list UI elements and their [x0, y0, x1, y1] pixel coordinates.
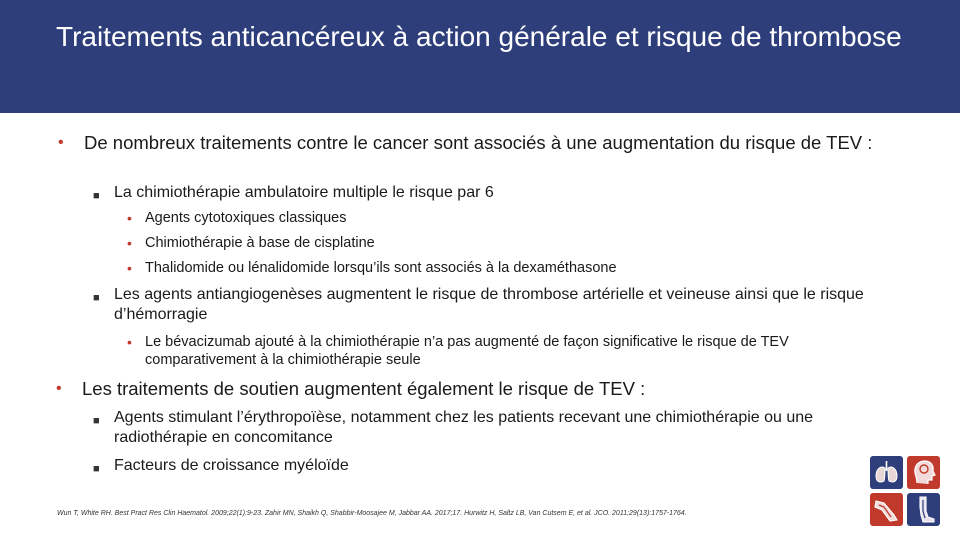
bullet-dot-icon: • [127, 260, 132, 276]
head-profile-icon [907, 456, 940, 489]
square-bullet-icon: ■ [93, 292, 100, 304]
bullet-level2 [93, 285, 904, 325]
bullet-dot-icon: • [127, 334, 132, 350]
bullet-level1 [56, 378, 882, 400]
bullet-text: Agents cytotoxiques classiques [145, 210, 347, 226]
bullet-text: De nombreux traitements contre le cancer sont associés à une augmentation du risque de TEV : [84, 132, 873, 153]
slide-title: Traitements anticancéreux à action générale et risque de thrombose [56, 21, 902, 52]
square-bullet-icon: ■ [93, 463, 100, 475]
bullet-dot-icon: • [127, 235, 132, 251]
bullet-text: Les traitements de soutien augmentent également le risque de TEV : [82, 378, 646, 399]
bullet-dot-icon: • [127, 210, 132, 226]
bullet-text: Le bévacizumab ajouté à la chimiothérapie n’a pas augmenté de façon significative le risque de TEV comparativement à la chimiothérapie seule [145, 334, 789, 368]
bullet-level2 [93, 183, 894, 203]
square-bullet-icon: ■ [93, 190, 100, 202]
bullet-text: Chimiothérapie à base de cisplatine [145, 235, 375, 251]
bullet-level3 [127, 209, 905, 227]
bullet-level3 [127, 234, 905, 252]
bullet-level2 [93, 456, 814, 476]
bullet-text: Les agents antiangiogenèses augmentent le risque de thrombose artérielle et veineuse ainsi que le risque d’hémorragie [114, 286, 864, 323]
bullet-level2 [93, 408, 814, 448]
bullet-dot-icon: • [56, 380, 62, 397]
bullet-text: Facteurs de croissance myéloïde [114, 457, 349, 474]
bullet-dot-icon: • [58, 134, 64, 151]
leg-icon [907, 493, 940, 526]
bullet-text: Thalidomide ou lénalidomide lorsqu’ils sont associés à la dexaméthasone [145, 260, 617, 276]
title-bar [0, 0, 960, 113]
organ-icon-grid [870, 456, 942, 528]
bullet-level1 [58, 132, 884, 154]
square-bullet-icon: ■ [93, 415, 100, 427]
arm-vein-icon [870, 493, 903, 526]
references-footnote: Wun T, White RH. Best Pract Res Clin Haematol. 2009;22(1):9-23. Zahir MN, Shaikh Q, Shabbir-Moosajee M, Jabbar AA. 2017;17. Hurwitz H, Saltz LB, Van Cutsem E, et al. JCO. 2011;29(13):1757-1764. [57, 510, 687, 517]
bullet-text: Agents stimulant l’érythropoïèse, notamment chez les patients recevant une chimiothérapie ou une radiothérapie en concomitance [114, 409, 814, 446]
bullet-level3 [127, 333, 885, 369]
bullet-level3 [127, 259, 905, 277]
bullet-text: La chimiothérapie ambulatoire multiple le risque par 6 [114, 184, 494, 201]
lungs-icon [870, 456, 903, 489]
